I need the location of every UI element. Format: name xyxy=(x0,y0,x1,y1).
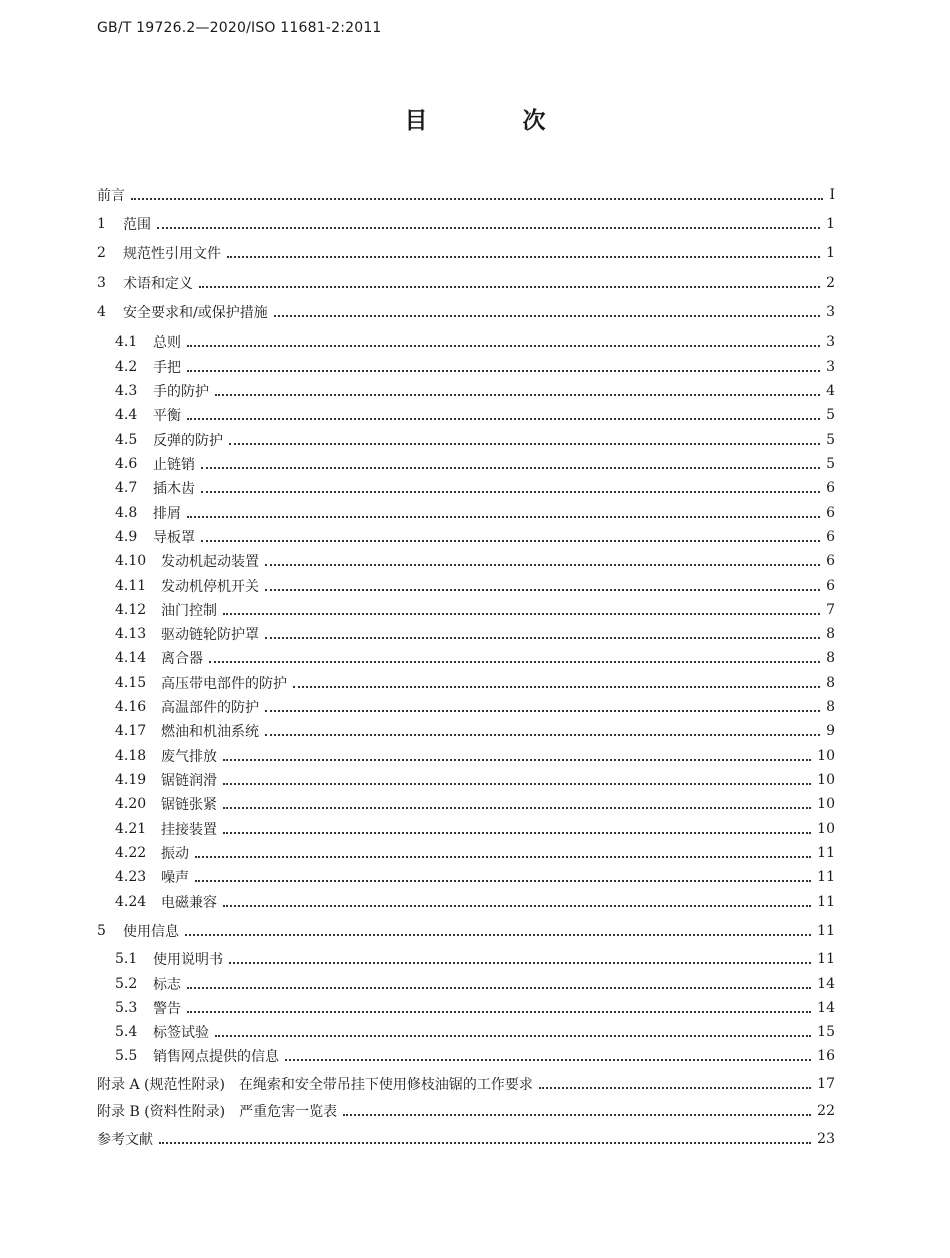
toc-entry-number: 4.23 xyxy=(115,869,147,885)
toc-entry-number: 4.9 xyxy=(115,529,138,545)
toc-entry-page: Ⅰ xyxy=(829,187,835,203)
toc-entry[interactable] xyxy=(115,891,835,913)
toc-entry[interactable] xyxy=(115,404,835,426)
toc-entry-page: 10 xyxy=(817,748,835,764)
toc-entry-page: 17 xyxy=(817,1076,835,1092)
dot-leader xyxy=(131,198,823,200)
dot-leader xyxy=(227,256,820,258)
toc-entry-number: 4.15 xyxy=(115,675,147,691)
toc-entry-number: 4.14 xyxy=(115,650,147,666)
toc-entry-title: 附录 B (资料性附录) 严重危害一览表 xyxy=(97,1104,338,1120)
dot-leader xyxy=(187,987,811,989)
toc-entry-page: 1 xyxy=(826,216,835,232)
toc-entry-title: 反弹的防护 xyxy=(153,433,223,449)
toc-entry[interactable] xyxy=(115,380,835,402)
toc-entry[interactable] xyxy=(115,331,835,353)
toc-entry-page: 3 xyxy=(826,334,835,350)
toc-entry[interactable] xyxy=(115,720,835,742)
toc-entry[interactable] xyxy=(115,1045,835,1067)
toc-entry-number: 4.13 xyxy=(115,626,147,642)
toc-entry-number: 4.12 xyxy=(115,602,147,618)
dot-leader xyxy=(199,286,820,288)
toc-entry-number: 2 xyxy=(97,245,106,261)
toc-entry[interactable] xyxy=(115,429,835,451)
toc-entry-title: 油门控制 xyxy=(161,603,217,619)
dot-leader xyxy=(265,710,820,712)
toc-entry-number: 4.16 xyxy=(115,699,147,715)
toc-entry-page: 11 xyxy=(817,951,835,967)
toc-entry[interactable] xyxy=(115,997,835,1019)
toc-entry-title: 标签试验 xyxy=(153,1025,209,1041)
toc-entry-number: 4.22 xyxy=(115,845,147,861)
toc-entry[interactable] xyxy=(115,769,835,791)
dot-leader xyxy=(187,1011,811,1013)
dot-leader xyxy=(157,227,820,229)
toc-entry-page: 14 xyxy=(817,1000,835,1016)
dot-leader xyxy=(223,807,811,809)
toc-entry-page: 5 xyxy=(826,456,835,472)
toc-entry-number: 4.5 xyxy=(115,432,138,448)
toc-entry-page: 5 xyxy=(826,432,835,448)
dot-leader xyxy=(201,540,820,542)
dot-leader xyxy=(223,759,811,761)
toc-entry[interactable] xyxy=(115,793,835,815)
toc-entry[interactable] xyxy=(115,647,835,669)
toc-entry-page: 11 xyxy=(817,845,835,861)
toc-entry[interactable] xyxy=(97,213,835,235)
toc-entry-number: 4.6 xyxy=(115,456,138,472)
dot-leader xyxy=(209,661,820,663)
toc-entry-title: 离合器 xyxy=(161,651,203,667)
toc-entry-page: 3 xyxy=(826,359,835,375)
dot-leader xyxy=(265,637,820,639)
dot-leader xyxy=(201,467,820,469)
dot-leader xyxy=(265,564,820,566)
toc-entry-number: 4.11 xyxy=(115,578,147,594)
dot-leader xyxy=(187,516,820,518)
toc-entry-page: 11 xyxy=(817,869,835,885)
toc-entry[interactable] xyxy=(115,526,835,548)
toc-entry-title: 销售网点提供的信息 xyxy=(153,1049,279,1065)
toc-entry-page: 10 xyxy=(817,796,835,812)
toc-entry-page: 6 xyxy=(826,480,835,496)
toc-entry-title: 高温部件的防护 xyxy=(161,700,259,716)
toc-entry-page: 15 xyxy=(817,1024,835,1040)
dot-leader xyxy=(229,443,820,445)
toc-entry-title: 前言 xyxy=(97,188,125,204)
toc-entry-page: 1 xyxy=(826,245,835,261)
toc-entry-title: 标志 xyxy=(153,977,181,993)
toc-entry[interactable] xyxy=(97,184,835,206)
dot-leader xyxy=(223,832,811,834)
toc-entry[interactable] xyxy=(97,1128,835,1150)
toc-entry-page: 8 xyxy=(826,650,835,666)
toc-entry-page: 22 xyxy=(817,1103,835,1119)
toc-entry-title: 挂接装置 xyxy=(161,822,217,838)
toc-entry-number: 5.3 xyxy=(115,1000,138,1016)
toc-entry-number: 4.19 xyxy=(115,772,147,788)
dot-leader xyxy=(223,905,811,907)
standard-number: GB/T 19726.2—2020/ISO 11681-2:2011 xyxy=(97,20,382,36)
dot-leader xyxy=(195,856,811,858)
toc-entry-title: 术语和定义 xyxy=(123,276,193,292)
toc-entry[interactable] xyxy=(115,1021,835,1043)
toc-entry-number: 5.5 xyxy=(115,1048,138,1064)
dot-leader xyxy=(159,1142,811,1144)
toc-entry-title: 止链销 xyxy=(153,457,195,473)
toc-entry-title: 总则 xyxy=(153,335,181,351)
toc-entry[interactable] xyxy=(97,242,835,264)
toc-entry-number: 1 xyxy=(97,216,106,232)
toc-entry-page: 23 xyxy=(817,1131,835,1147)
toc-entry[interactable] xyxy=(115,453,835,475)
toc-entry-page: 6 xyxy=(826,578,835,594)
toc-entry-number: 5.1 xyxy=(115,951,138,967)
toc-entry-number: 4.20 xyxy=(115,796,147,812)
toc-entry[interactable] xyxy=(115,818,835,840)
dot-leader xyxy=(201,491,820,493)
toc-entry-number: 4.17 xyxy=(115,723,147,739)
toc-entry-title: 参考文献 xyxy=(97,1132,153,1148)
dot-leader xyxy=(185,934,811,936)
toc-entry-page: 3 xyxy=(826,304,835,320)
toc-entry-title: 安全要求和/或保护措施 xyxy=(123,305,268,321)
toc-entry-number: 5 xyxy=(97,923,106,939)
toc-entry[interactable] xyxy=(115,842,835,864)
toc-entry-page: 11 xyxy=(817,894,835,910)
toc-entry-number: 4.10 xyxy=(115,553,147,569)
toc-entry-page: 6 xyxy=(826,529,835,545)
toc-entry-title: 范围 xyxy=(123,217,151,233)
toc-entry-title: 手的防护 xyxy=(153,384,209,400)
toc-entry[interactable] xyxy=(115,477,835,499)
dot-leader xyxy=(343,1114,811,1116)
toc-entry-title: 燃油和机油系统 xyxy=(161,724,259,740)
toc-entry-title: 警告 xyxy=(153,1001,181,1017)
toc-entry-page: 5 xyxy=(826,407,835,423)
toc-entry-title: 使用信息 xyxy=(123,924,179,940)
toc-entry-page: 8 xyxy=(826,675,835,691)
toc-entry[interactable] xyxy=(115,973,835,995)
toc-entry-page: 6 xyxy=(826,553,835,569)
toc-entry-page: 8 xyxy=(826,626,835,642)
toc-entry-title: 锯链润滑 xyxy=(161,773,217,789)
toc-entry[interactable] xyxy=(115,502,835,524)
dot-leader xyxy=(229,962,811,964)
toc-entry-page: 6 xyxy=(826,505,835,521)
toc-entry[interactable] xyxy=(97,1100,835,1122)
dot-leader xyxy=(539,1087,811,1089)
toc-entry-page: 14 xyxy=(817,976,835,992)
dot-leader xyxy=(215,1035,811,1037)
toc-entry-number: 4.1 xyxy=(115,334,138,350)
dot-leader xyxy=(223,613,820,615)
toc-entry-page: 16 xyxy=(817,1048,835,1064)
toc-entry[interactable] xyxy=(97,920,835,942)
toc-entry-page: 9 xyxy=(826,723,835,739)
toc-entry-title: 使用说明书 xyxy=(153,952,223,968)
toc-entry-number: 5.2 xyxy=(115,976,138,992)
toc-entry-page: 11 xyxy=(817,923,835,939)
toc-entry-number: 4.24 xyxy=(115,894,147,910)
toc-entry[interactable] xyxy=(115,948,835,970)
toc-entry-title: 锯链张紧 xyxy=(161,797,217,813)
toc-entry[interactable] xyxy=(115,866,835,888)
toc-entry-number: 5.4 xyxy=(115,1024,138,1040)
dot-leader xyxy=(215,394,820,396)
toc-entry[interactable] xyxy=(115,672,835,694)
dot-leader xyxy=(187,370,820,372)
toc-entry[interactable] xyxy=(115,356,835,378)
toc-entry[interactable] xyxy=(115,623,835,645)
toc-entry-title: 规范性引用文件 xyxy=(123,246,221,262)
toc-entry-title: 排屑 xyxy=(153,506,181,522)
toc-entry[interactable] xyxy=(115,575,835,597)
dot-leader xyxy=(187,345,820,347)
dot-leader xyxy=(293,686,820,688)
toc-entry-title: 驱动链轮防护罩 xyxy=(161,627,259,643)
toc-entry-title: 导板罩 xyxy=(153,530,195,546)
dot-leader xyxy=(223,783,811,785)
toc-entry-number: 4 xyxy=(97,304,106,320)
toc-entry-number: 4.18 xyxy=(115,748,147,764)
dot-leader xyxy=(265,589,820,591)
toc-entry-number: 4.7 xyxy=(115,480,138,496)
toc-entry-title: 废气排放 xyxy=(161,749,217,765)
toc-entry[interactable] xyxy=(97,272,835,294)
toc-entry-number: 4.21 xyxy=(115,821,147,837)
page-title: 目 次 xyxy=(404,108,582,134)
toc-entry-page: 2 xyxy=(826,275,835,291)
dot-leader xyxy=(274,315,820,317)
toc-entry-title: 振动 xyxy=(161,846,189,862)
toc-entry-number: 4.2 xyxy=(115,359,138,375)
dot-leader xyxy=(265,734,820,736)
toc-entry-title: 附录 A (规范性附录) 在绳索和安全带吊挂下使用修枝油锯的工作要求 xyxy=(97,1077,533,1093)
toc-entry[interactable] xyxy=(97,1073,835,1095)
toc-entry-number: 4.4 xyxy=(115,407,138,423)
toc-entry[interactable] xyxy=(115,599,835,621)
toc-entry-title: 手把 xyxy=(153,360,181,376)
dot-leader xyxy=(195,880,811,882)
toc-entry-title: 电磁兼容 xyxy=(161,895,217,911)
toc-entry-title: 发动机停机开关 xyxy=(161,579,259,595)
toc-entry-title: 平衡 xyxy=(153,408,181,424)
toc-entry-number: 4.3 xyxy=(115,383,138,399)
toc-entry-number: 3 xyxy=(97,275,106,291)
toc-entry[interactable] xyxy=(97,301,835,323)
toc-entry-title: 发动机起动装置 xyxy=(161,554,259,570)
toc-entry-page: 8 xyxy=(826,699,835,715)
toc-entry-number: 4.8 xyxy=(115,505,138,521)
toc-entry[interactable] xyxy=(115,550,835,572)
toc-entry-page: 10 xyxy=(817,772,835,788)
dot-leader xyxy=(285,1059,811,1061)
toc-entry-title: 噪声 xyxy=(161,870,189,886)
toc-entry-page: 7 xyxy=(826,602,835,618)
toc-entry[interactable] xyxy=(115,745,835,767)
dot-leader xyxy=(187,418,820,420)
toc-entry-title: 插木齿 xyxy=(153,481,195,497)
toc-entry-title: 高压带电部件的防护 xyxy=(161,676,287,692)
toc-entry-page: 10 xyxy=(817,821,835,837)
toc-entry-page: 4 xyxy=(826,383,835,399)
toc-entry[interactable] xyxy=(115,696,835,718)
